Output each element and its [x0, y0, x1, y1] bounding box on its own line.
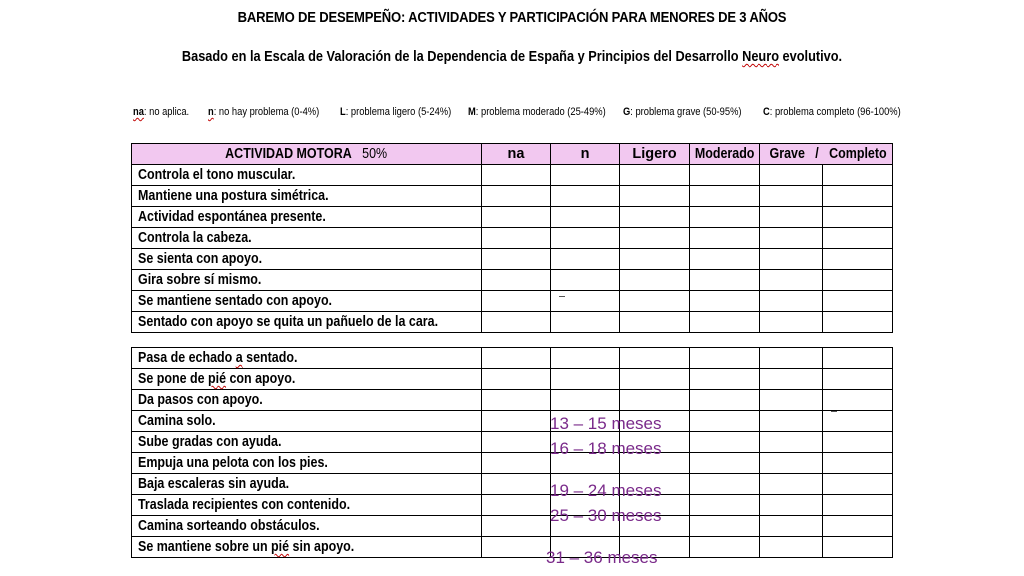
rating-cell-na[interactable] — [482, 270, 551, 291]
rating-cell-na[interactable] — [482, 228, 551, 249]
rating-cell-completo[interactable] — [823, 165, 893, 186]
rating-cell-moderado[interactable] — [690, 390, 760, 411]
table-row — [132, 453, 893, 474]
rating-cell-n[interactable] — [551, 186, 620, 207]
rating-cell-n[interactable] — [551, 291, 620, 312]
rating-cell-moderado[interactable] — [690, 348, 760, 369]
rating-cell-n[interactable] — [551, 228, 620, 249]
activity-table-group1 — [131, 143, 893, 333]
table-row — [132, 432, 893, 453]
table-row — [132, 348, 893, 369]
severity-legend — [133, 106, 901, 126]
rating-cell-ligero[interactable] — [620, 291, 690, 312]
flagged-word: pié — [271, 539, 290, 555]
rating-cell-grave[interactable] — [760, 228, 823, 249]
activity-label: Gira sobre sí mismo. — [132, 270, 482, 291]
document-title: BAREMO DE DESEMPEÑO: ACTIVIDADES Y PARTICIPACIÓN PARA MENORES DE 3 AÑOS — [237, 10, 787, 26]
activity-label: Camina sorteando obstáculos. — [132, 516, 482, 537]
rating-cell-moderado[interactable] — [690, 453, 760, 474]
rating-cell-grave[interactable] — [760, 186, 823, 207]
flagged-word: pié — [207, 371, 227, 387]
table-row — [132, 165, 893, 186]
header-percent: 50% — [362, 146, 388, 162]
rating-cell-grave[interactable] — [760, 390, 823, 411]
rating-cell-moderado[interactable] — [690, 495, 760, 516]
rating-cell-moderado[interactable] — [690, 411, 760, 432]
rating-cell-moderado[interactable] — [690, 312, 760, 333]
header-n: n — [551, 144, 620, 165]
rating-cell-moderado[interactable] — [690, 432, 760, 453]
rating-cell-grave[interactable] — [760, 270, 823, 291]
header-na: na — [482, 144, 551, 165]
rating-cell-completo[interactable] — [823, 537, 893, 558]
rating-cell-grave[interactable] — [760, 165, 823, 186]
header-ligero: Ligero — [620, 144, 690, 165]
rating-cell-n[interactable] — [551, 165, 620, 186]
header-moderado: Moderado — [690, 144, 760, 165]
activity-label: Sube gradas con ayuda. — [132, 432, 482, 453]
rating-cell-completo[interactable] — [823, 516, 893, 537]
rating-cell-moderado[interactable] — [690, 537, 760, 558]
rating-cell-moderado[interactable] — [690, 474, 760, 495]
rating-cell-n[interactable] — [551, 390, 620, 411]
activity-label: Pasa de echado a sentado. — [132, 348, 482, 369]
rating-cell-grave[interactable] — [760, 312, 823, 333]
rating-cell-na[interactable] — [482, 348, 551, 369]
rating-cell-na[interactable] — [482, 369, 551, 390]
rating-cell-grave[interactable] — [760, 516, 823, 537]
legend-item-na: na: no aplica. — [133, 106, 190, 118]
rating-cell-grave[interactable] — [760, 474, 823, 495]
rating-cell-completo[interactable] — [823, 348, 893, 369]
rating-cell-na[interactable] — [482, 516, 551, 537]
table-row — [132, 537, 893, 558]
activity-label: Traslada recipientes con contenido. — [132, 495, 482, 516]
activity-label: Controla el tono muscular. — [132, 165, 482, 186]
activity-label: Se sienta con apoyo. — [132, 249, 482, 270]
rating-cell-grave[interactable] — [760, 348, 823, 369]
rating-cell-completo[interactable] — [823, 186, 893, 207]
age-annotation-16-18: 16 – 18 meses — [550, 439, 662, 458]
rating-cell-moderado[interactable] — [690, 270, 760, 291]
rating-cell-grave[interactable] — [760, 369, 823, 390]
rating-cell-na[interactable] — [482, 207, 551, 228]
activity-label: Controla la cabeza. — [132, 228, 482, 249]
activity-label: Empuja una pelota con los pies. — [132, 453, 482, 474]
rating-cell-completo[interactable] — [823, 474, 893, 495]
rating-cell-ligero[interactable] — [620, 348, 690, 369]
activity-label: Se pone de pié con apoyo. — [132, 369, 482, 390]
stray-mark — [831, 411, 837, 412]
activity-label: Actividad espontánea presente. — [132, 207, 482, 228]
rating-cell-moderado[interactable] — [690, 249, 760, 270]
rating-cell-grave[interactable] — [760, 432, 823, 453]
legend-item-m: M: problema moderado (25-49%) — [468, 106, 606, 118]
rating-cell-ligero[interactable] — [620, 390, 690, 411]
rating-cell-moderado[interactable] — [690, 291, 760, 312]
table-row — [132, 369, 893, 390]
rating-cell-na[interactable] — [482, 474, 551, 495]
table-row — [132, 186, 893, 207]
rating-cell-completo[interactable] — [823, 369, 893, 390]
rating-cell-ligero[interactable] — [620, 312, 690, 333]
rating-cell-moderado[interactable] — [690, 207, 760, 228]
rating-cell-na[interactable] — [482, 390, 551, 411]
rating-cell-grave[interactable] — [760, 495, 823, 516]
header-activity: ACTIVIDAD MOTORA 50% — [132, 144, 482, 165]
rating-cell-completo[interactable] — [823, 495, 893, 516]
rating-cell-ligero[interactable] — [620, 270, 690, 291]
table-row — [132, 516, 893, 537]
activity-label: Baja escaleras sin ayuda. — [132, 474, 482, 495]
rating-cell-na[interactable] — [482, 537, 551, 558]
rating-cell-na[interactable] — [482, 453, 551, 474]
activity-table-group2 — [131, 347, 893, 558]
rating-cell-completo[interactable] — [823, 270, 893, 291]
rating-cell-grave[interactable] — [760, 537, 823, 558]
age-annotation-31-36: 31 – 36 meses — [546, 548, 658, 567]
rating-cell-grave[interactable] — [760, 411, 823, 432]
rating-cell-completo[interactable] — [823, 432, 893, 453]
table-row — [132, 270, 893, 291]
table-row — [132, 495, 893, 516]
subtitle-flagged-word: Neuro — [742, 49, 779, 65]
rating-cell-na[interactable] — [482, 312, 551, 333]
age-annotation-13-15: 13 – 15 meses — [550, 414, 662, 433]
legend-item-l: L: problema ligero (5-24%) — [340, 106, 452, 118]
rating-cell-ligero[interactable] — [620, 165, 690, 186]
rating-cell-na[interactable] — [482, 495, 551, 516]
rating-cell-ligero[interactable] — [620, 369, 690, 390]
rating-cell-n[interactable] — [551, 312, 620, 333]
activity-label: Sentado con apoyo se quita un pañuelo de la cara. — [132, 312, 482, 333]
table-row — [132, 228, 893, 249]
rating-cell-completo[interactable] — [823, 312, 893, 333]
subtitle-text-end: evolutivo. — [778, 49, 843, 65]
rating-cell-grave[interactable] — [760, 291, 823, 312]
table-row — [132, 474, 893, 495]
rating-cell-ligero[interactable] — [620, 228, 690, 249]
rating-cell-completo[interactable] — [823, 390, 893, 411]
activity-label: Mantiene una postura simétrica. — [132, 186, 482, 207]
rating-cell-ligero[interactable] — [620, 249, 690, 270]
document-subtitle — [61, 49, 962, 65]
rating-cell-completo[interactable] — [823, 291, 893, 312]
legend-item-c: C: problema completo (96-100%) — [763, 106, 901, 118]
rating-cell-completo[interactable] — [823, 207, 893, 228]
rating-cell-n[interactable] — [551, 249, 620, 270]
activity-label: Se mantiene sentado con apoyo. — [132, 291, 482, 312]
age-annotation-25-30: 25 – 30 meses — [550, 506, 662, 525]
rating-cell-grave[interactable] — [760, 207, 823, 228]
table-row — [132, 312, 893, 333]
rating-cell-ligero[interactable] — [620, 186, 690, 207]
table-row — [132, 390, 893, 411]
activity-label: Se mantiene sobre un pié sin apoyo. — [132, 537, 482, 558]
flagged-word: a — [235, 350, 243, 366]
rating-cell-completo[interactable] — [823, 249, 893, 270]
legend-item-g: G: problema grave (50-95%) — [623, 106, 742, 118]
rating-cell-n[interactable] — [551, 270, 620, 291]
table-row — [132, 291, 893, 312]
table-header-row — [132, 144, 893, 165]
age-annotation-19-24: 19 – 24 meses — [550, 481, 662, 500]
rating-cell-ligero[interactable] — [620, 207, 690, 228]
rating-cell-completo[interactable] — [823, 228, 893, 249]
rating-cell-completo[interactable] — [823, 411, 893, 432]
rating-cell-moderado[interactable] — [690, 165, 760, 186]
rating-cell-na[interactable] — [482, 249, 551, 270]
table-row — [132, 411, 893, 432]
rating-cell-na[interactable] — [482, 432, 551, 453]
stray-mark — [559, 296, 565, 297]
rating-cell-completo[interactable] — [823, 453, 893, 474]
rating-cell-grave[interactable] — [760, 453, 823, 474]
rating-cell-grave[interactable] — [760, 249, 823, 270]
activity-label: Camina solo. — [132, 411, 482, 432]
table-row — [132, 249, 893, 270]
rating-cell-moderado[interactable] — [690, 369, 760, 390]
legend-item-n: n: no hay problema (0-4%) — [208, 106, 320, 118]
rating-cell-na[interactable] — [482, 165, 551, 186]
rating-cell-na[interactable] — [482, 186, 551, 207]
rating-cell-n[interactable] — [551, 348, 620, 369]
rating-cell-moderado[interactable] — [690, 186, 760, 207]
rating-cell-moderado[interactable] — [690, 228, 760, 249]
rating-cell-moderado[interactable] — [690, 516, 760, 537]
rating-cell-n[interactable] — [551, 369, 620, 390]
subtitle-text: Basado en la Escala de Valoración de la Dependencia de España y Principios del Desarrollo — [181, 49, 743, 65]
header-grave-completo: Grave / Completo — [760, 144, 893, 165]
rating-cell-na[interactable] — [482, 291, 551, 312]
table-row — [132, 207, 893, 228]
activity-label: Da pasos con apoyo. — [132, 390, 482, 411]
rating-cell-na[interactable] — [482, 411, 551, 432]
rating-cell-n[interactable] — [551, 207, 620, 228]
